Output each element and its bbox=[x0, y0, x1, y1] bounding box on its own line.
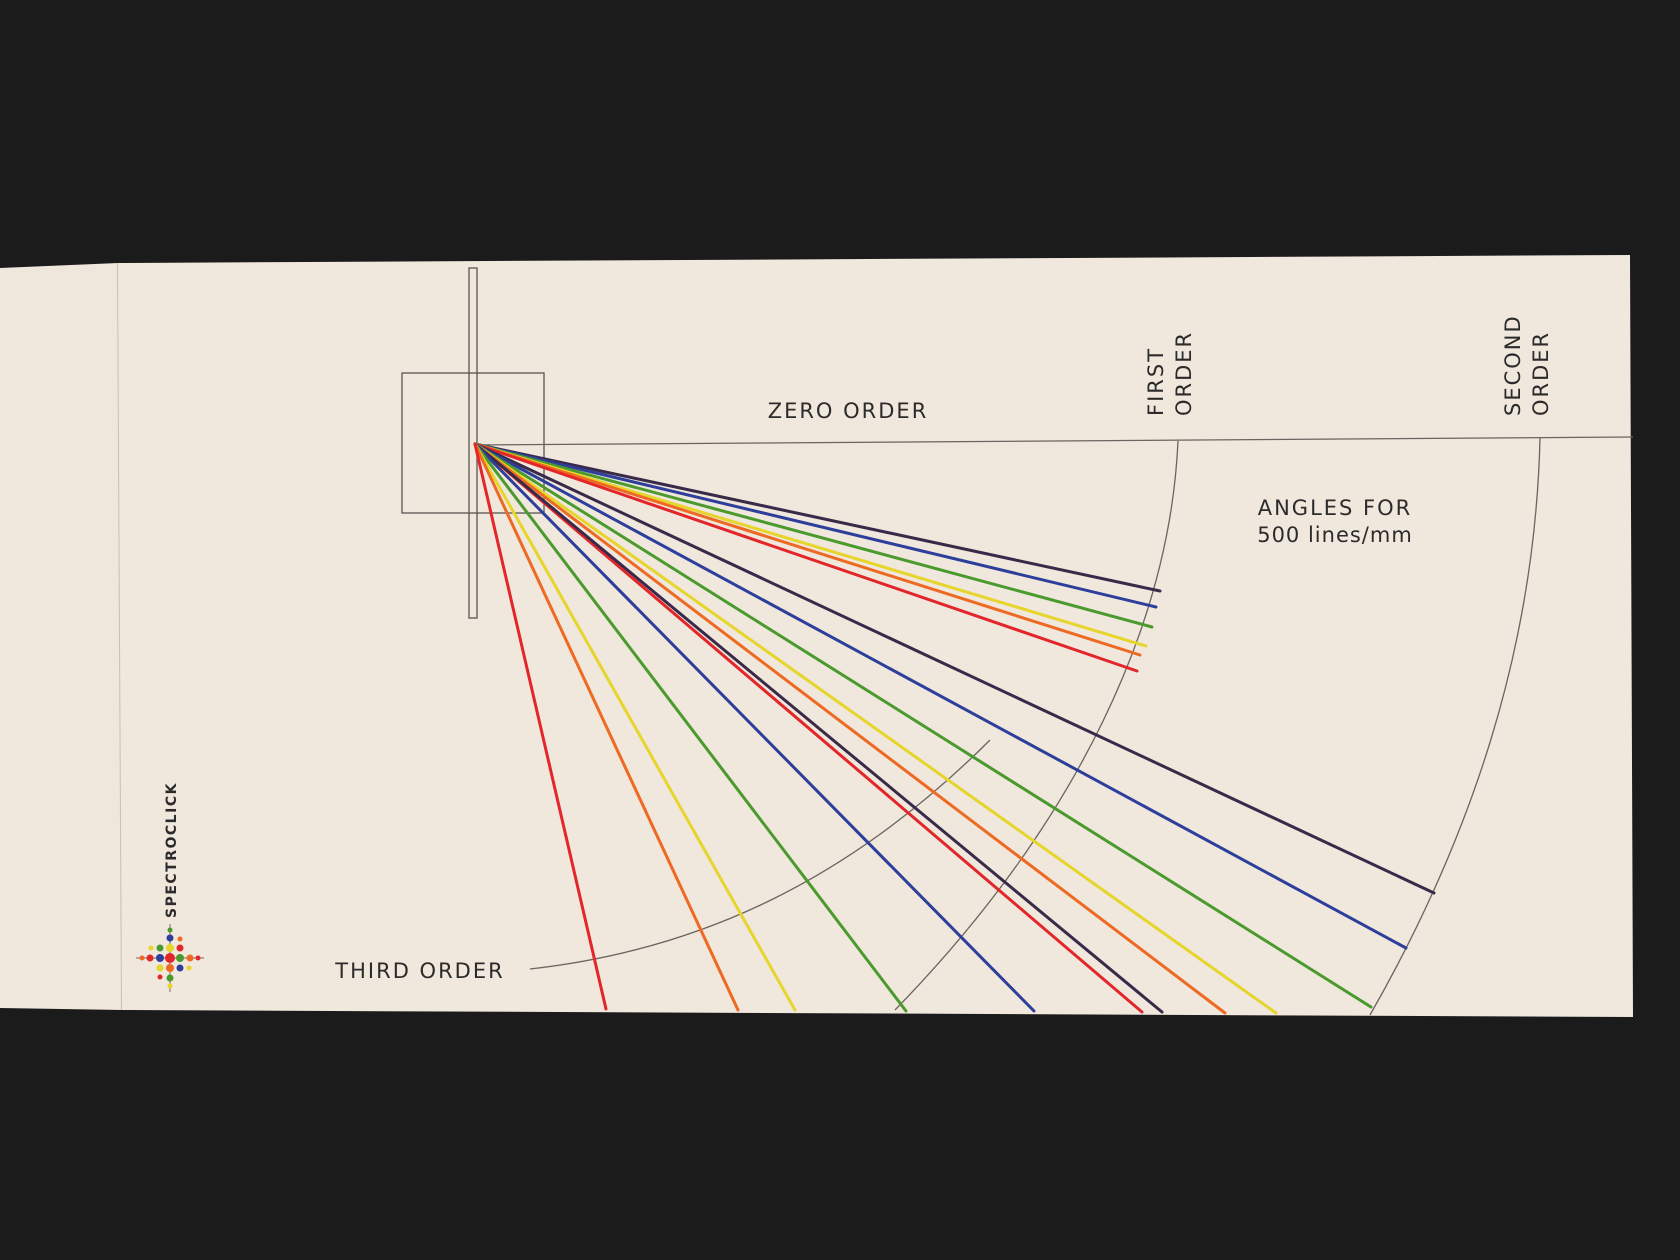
first-order-label-line1: FIRST bbox=[1144, 346, 1168, 416]
angles-title-line2: 500 lines/mm bbox=[1257, 523, 1413, 547]
brand-name: SPECTROCLICK bbox=[164, 782, 180, 918]
zero-order-label: ZERO ORDER bbox=[767, 399, 929, 423]
third-order-label: THIRD ORDER bbox=[335, 959, 505, 983]
card-shade bbox=[118, 255, 1633, 1017]
second-order-label-line1: SECOND bbox=[1501, 314, 1525, 416]
second-order-label-line2: ORDER bbox=[1529, 330, 1553, 416]
angles-title-line1: ANGLES FOR bbox=[1257, 496, 1413, 520]
card-left-flap bbox=[0, 263, 122, 1010]
first-order-label-line2: ORDER bbox=[1172, 330, 1196, 416]
